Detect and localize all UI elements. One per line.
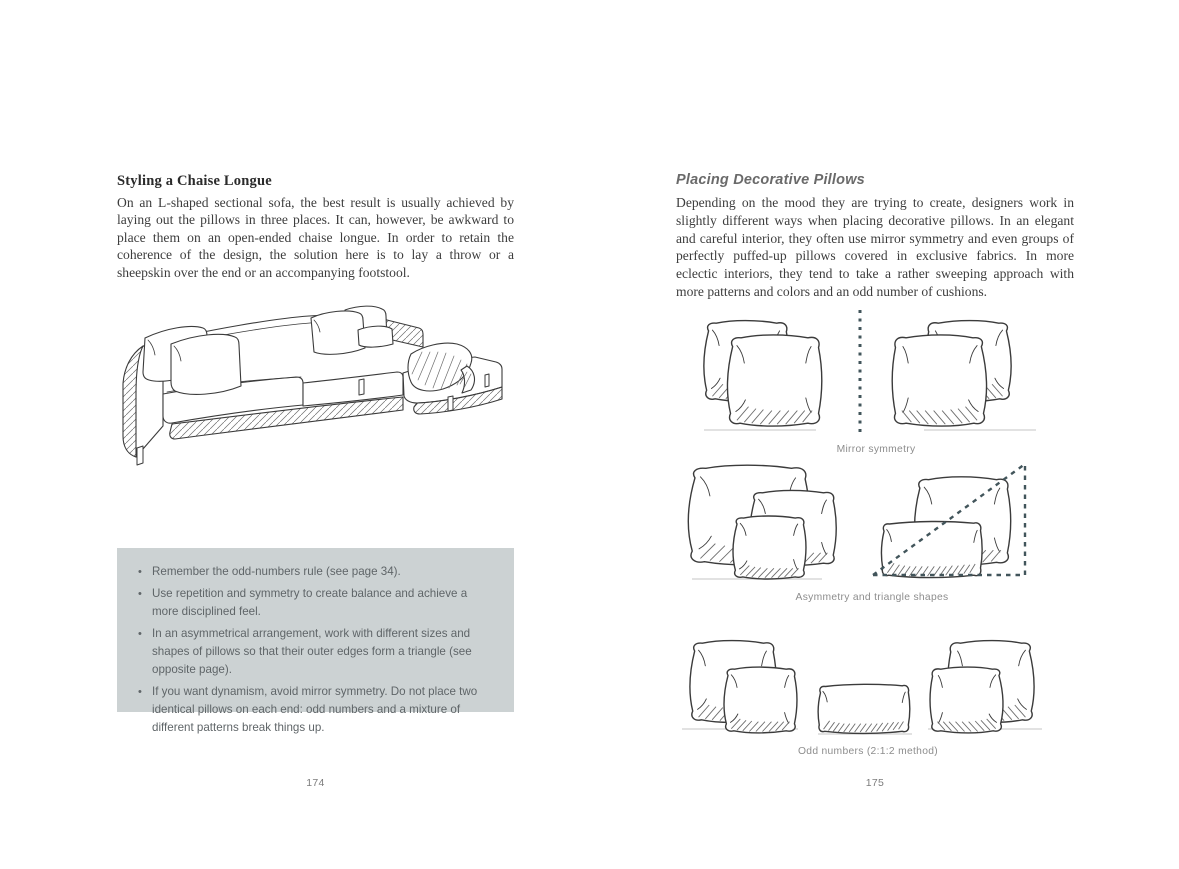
sofa-illustration: [112, 296, 510, 468]
right-page-body: Depending on the mood they are trying to create, designers work in slightly different ways when placing decorative pillows. In an elegant and careful interior, they often use mirror symmetry and even groups of perfectly puffed-up pillows covered in exclusive fabrics. In more eclectic interiors, they tend to take a rather sweeping approach with more patterns and colors and an odd number of cushions.: [676, 195, 1074, 299]
figure-mirror-symmetry: [676, 306, 1076, 455]
left-page-number: 174: [306, 777, 325, 789]
left-page-title: Styling a Chaise Longue: [117, 173, 272, 189]
figure-odd-numbers: [668, 630, 1068, 757]
mirror-symmetry-drawing: [676, 306, 1076, 438]
figure-asymmetry-triangle: [672, 458, 1072, 603]
tip-item: • If you want dynamism, avoid mirror symmetry. Do not place two identical pillows on each end: odd numbers and a mixture of different patterns break things up.: [137, 683, 492, 737]
figure-caption: Mirror symmetry: [836, 444, 916, 455]
right-page-number: 175: [865, 777, 885, 789]
tips-list: [137, 563, 492, 737]
figure-caption: Asymmetry and triangle shapes: [795, 592, 949, 603]
tip-item: • Remember the odd-numbers rule (see page 34).: [137, 563, 492, 581]
tips-box: [117, 548, 514, 734]
tip-item: • Use repetition and symmetry to create balance and achieve a more disciplined feel.: [137, 585, 492, 621]
tip-item: • In an asymmetrical arrangement, work with different sizes and shapes of pillows so that their outer edges form a triangle (see opposite page).: [137, 625, 492, 679]
figure-caption: Odd numbers (2:1:2 method): [797, 746, 938, 757]
asymmetry-triangle-drawing: [672, 458, 1072, 586]
odd-numbers-drawing: [668, 630, 1068, 740]
left-page-body: On an L-shaped sectional sofa, the best result is usually achieved by laying out the pillows in three places. It can, however, be awkward to place them on an open-ended chaise longue. In order to retain the coherence of the design, the solution here is to lay a throw or a sheepskin over the end or an accompanying footstool.: [117, 195, 514, 280]
right-page-title: Placing Decorative Pillows: [676, 172, 865, 188]
